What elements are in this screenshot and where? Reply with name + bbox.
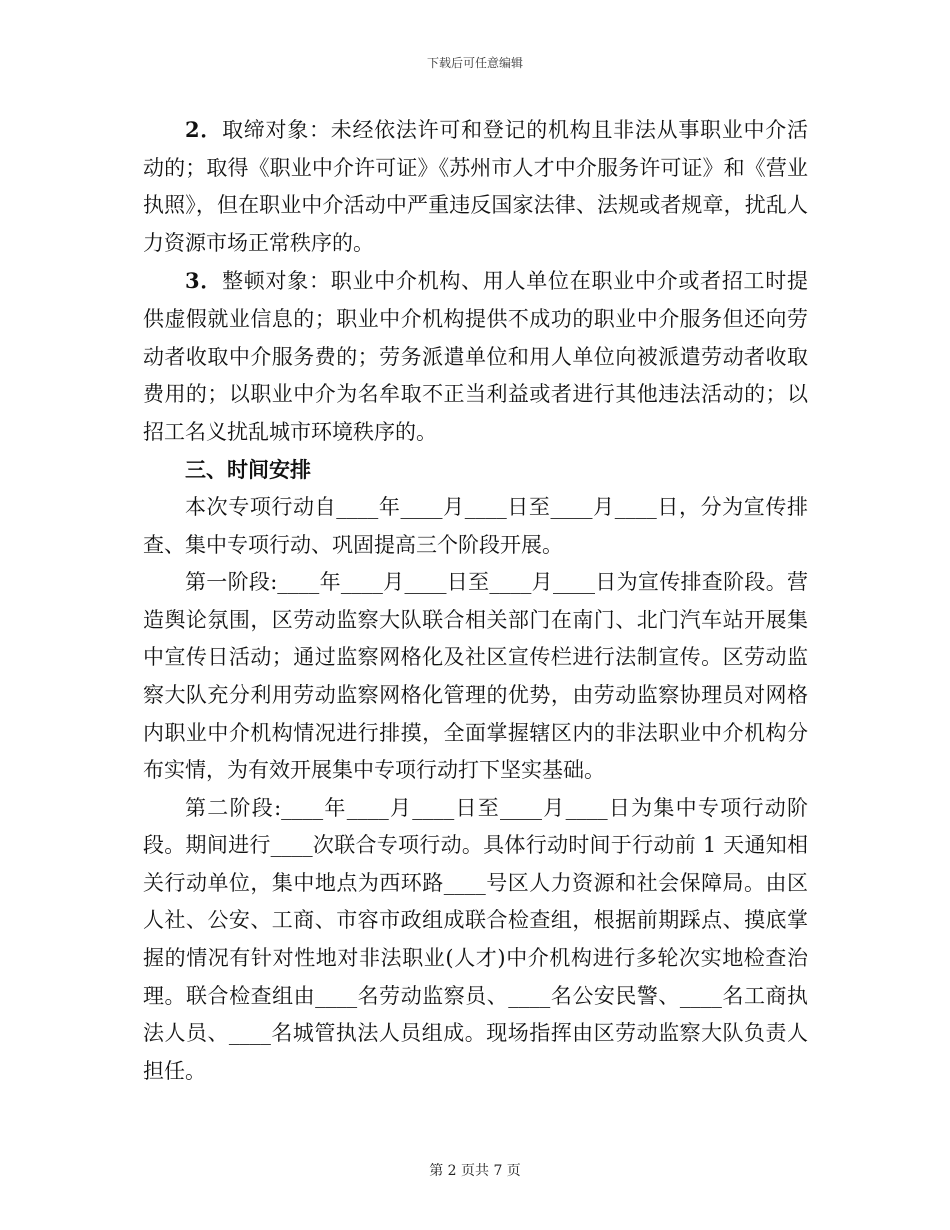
section-heading-schedule: 三、时间安排 xyxy=(185,457,311,483)
paragraph-text: 取缔对象：未经依法许可和登记的机构且非法从事职业中介活动的；取得《职业中介许可证》《苏州市人才中介服务许可证》和《营业执照》，但在职业中介活动中严重违反国家法律、法规或者规章，扰乱人力资源市场正常秩序的。 xyxy=(143,118,808,255)
page-footer: 第 2 页共 7 页 xyxy=(429,1163,521,1179)
paragraph-text: 整顿对象：职业中介机构、用人单位在职业中介或者招工时提供虚假就业信息的；职业中介机构提供不成功的职业中介服务但还向劳动者收取中介服务费的；劳务派遣单位和用人单位向被派遣劳动者收取费用的；以职业中介为名牟取不正当利益或者进行其他违法活动的；以招工名义扰乱城市环境秩序的。 xyxy=(143,269,808,444)
paragraph-phase-one: 第一阶段:____年____月____日至____月____日为宣传排查阶段。营造舆论氛围，区劳动监察大队联合相关部门在南门、北门汽车站开展集中宣传日活动；通过监察网格化及社区宣传栏进行法制宣传。区劳动监察大队充分利用劳动监察网格化管理的优势，由劳动监察协理员对网格内职业中介机构情况进行排摸，全面掌握辖区内的非法职业中介机构分布实情，为有效开展集中专项行动打下坚实基础。 xyxy=(143,570,808,783)
item-number: 3． xyxy=(185,268,223,294)
paragraph-schedule-intro: 本次专项行动自____年____月____日至____月____日，分为宣传排查、集中专项行动、巩固提高三个阶段开展。 xyxy=(143,494,808,557)
document-body xyxy=(143,111,808,1090)
page-header: 下载后可任意编辑 xyxy=(426,56,523,70)
item-number: 2． xyxy=(185,117,223,142)
paragraph-ban-targets xyxy=(143,111,808,262)
paragraph-rectify-targets xyxy=(143,262,808,451)
paragraph-phase-two: 第二阶段:____年____月____日至____月____日为集中专项行动阶段。期间进行____次联合专项行动。具体行动时间于行动前 1 天通知相关行动单位，集中地点为西环路____号区人力资源和社会保障局。由区人社、公安、工商、市容市政组成联合检查组，根据前期踩点、摸底掌握的情况有针对性地对非法职业(人才)中介机构进行多轮次实地检查治理。联合检查组由____名劳动监察员、____名公安民警、____名工商执法人员、____名城管执法人员组成。现场指挥由区劳动监察大队负责人担任。 xyxy=(143,795,808,1083)
